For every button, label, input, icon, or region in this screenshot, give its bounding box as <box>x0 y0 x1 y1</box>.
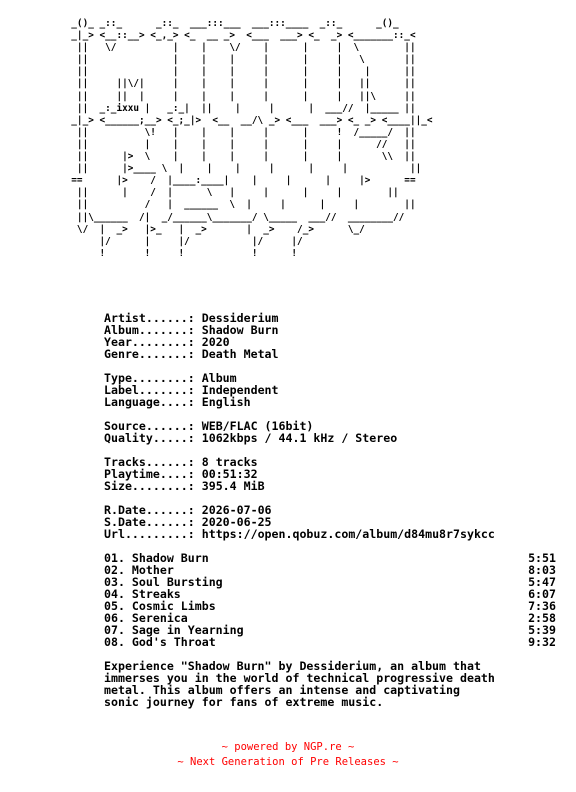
info-label: Source......: <box>104 419 195 433</box>
track-time: 7:36 <box>528 599 556 613</box>
track-time: 5:51 <box>528 551 556 565</box>
info-value: 8 tracks <box>201 455 258 469</box>
info-label: Label.......: <box>104 383 195 397</box>
album-description: Experience "Shadow Burn" by Dessiderium, an album that immerses you in the world of technical progressive death metal. This album offers an intense and captivating sonic journey for fans of extreme music. <box>104 659 495 709</box>
info-value: 1062kbps / 44.1 kHz / Stereo <box>201 431 398 445</box>
track-time: 2:58 <box>528 611 556 625</box>
track-list <box>104 552 556 648</box>
track-time: 5:39 <box>528 623 556 637</box>
info-label: Album.......: <box>104 323 195 337</box>
track-title: 07. Sage in Yearning <box>104 623 244 637</box>
info-row <box>104 348 556 360</box>
track-title: 05. Cosmic Limbs <box>104 599 216 613</box>
info-value: Shadow Burn <box>201 323 279 337</box>
info-label: S.Date......: <box>104 515 195 529</box>
info-row <box>104 396 556 408</box>
track-title: 06. Serenica <box>104 611 188 625</box>
info-label: Url.........: <box>104 527 195 541</box>
info-label: Language....: <box>104 395 195 409</box>
track-time: 8:03 <box>528 563 556 577</box>
ascii-logo: _()_ _::_ _::_ ___:::___ ___:::____ _::_ _()_ _|_> <__::__> <_,_> <_ __ _> <___ ___> <_ _> <_______::_< || \/ | | \/ | | | \ || || | | | | | | \ || || | | | | | | | || || ||\/| | | | | | | || || || || | | | | | | | ||\ || || _:_ixxu | _:_| || | | | ___// |_____ || _|_> <______;__> <_;_|> <__ __/\ _> <___ ___> <_ _> <____||_< || \! | | | | | ! /_____/ || || | | | | | | | // || || |> \ | | | | | | \\ || || |>____ \ | | | | | | || == |> / |____:____| | | | |> == || | / | \ | | | | || || / | ______ \ | | | | || ||\______ /| _/______\_______/ \_____ ___// ________// \/ | _> |>_ | _> | _> /_> \_/ |/ | |/ |/ |/ ! ! ! ! ! <box>71 18 433 259</box>
track-time: 6:07 <box>528 587 556 601</box>
info-label: R.Date......: <box>104 503 195 517</box>
info-value: English <box>201 395 251 409</box>
track-time: 5:47 <box>528 575 556 589</box>
track-time: 9:32 <box>528 635 556 649</box>
info-value: 2020 <box>201 335 230 349</box>
footer-tagline: ~ Next Generation of Pre Releases ~ <box>177 756 399 768</box>
info-label: Playtime....: <box>104 467 195 481</box>
track-title: 04. Streaks <box>104 587 181 601</box>
info-value: Dessiderium <box>201 311 279 325</box>
info-value: Album <box>201 371 237 385</box>
info-label: Genre.......: <box>104 347 195 361</box>
info-row <box>104 528 556 540</box>
track-title: 08. God's Throat <box>104 635 216 649</box>
release-info <box>104 312 556 648</box>
info-value: Independent <box>201 383 279 397</box>
info-label: Year........: <box>104 335 195 349</box>
footer-powered-by: ~ powered by NGP.re ~ <box>221 741 355 753</box>
info-label: Quality.....: <box>104 431 195 445</box>
info-value: https://open.qobuz.com/album/d84mu8r7sykcc <box>201 527 495 541</box>
track-title: 02. Mother <box>104 563 174 577</box>
info-value: 395.4 MiB <box>201 479 265 493</box>
track-title: 03. Soul Bursting <box>104 575 223 589</box>
info-label: Tracks......: <box>104 455 195 469</box>
info-value: 2020-06-25 <box>201 515 272 529</box>
track-title: 01. Shadow Burn <box>104 551 209 565</box>
info-value: 2026-07-06 <box>201 503 272 517</box>
info-label: Size........: <box>104 479 195 493</box>
info-row <box>104 480 556 492</box>
info-value: 00:51:32 <box>201 467 258 481</box>
info-list <box>104 312 556 540</box>
info-row <box>104 432 556 444</box>
info-value: Death Metal <box>201 347 279 361</box>
track-row <box>104 636 556 648</box>
info-label: Type........: <box>104 371 195 385</box>
info-label: Artist......: <box>104 311 195 325</box>
info-value: WEB/FLAC (16bit) <box>201 419 314 433</box>
